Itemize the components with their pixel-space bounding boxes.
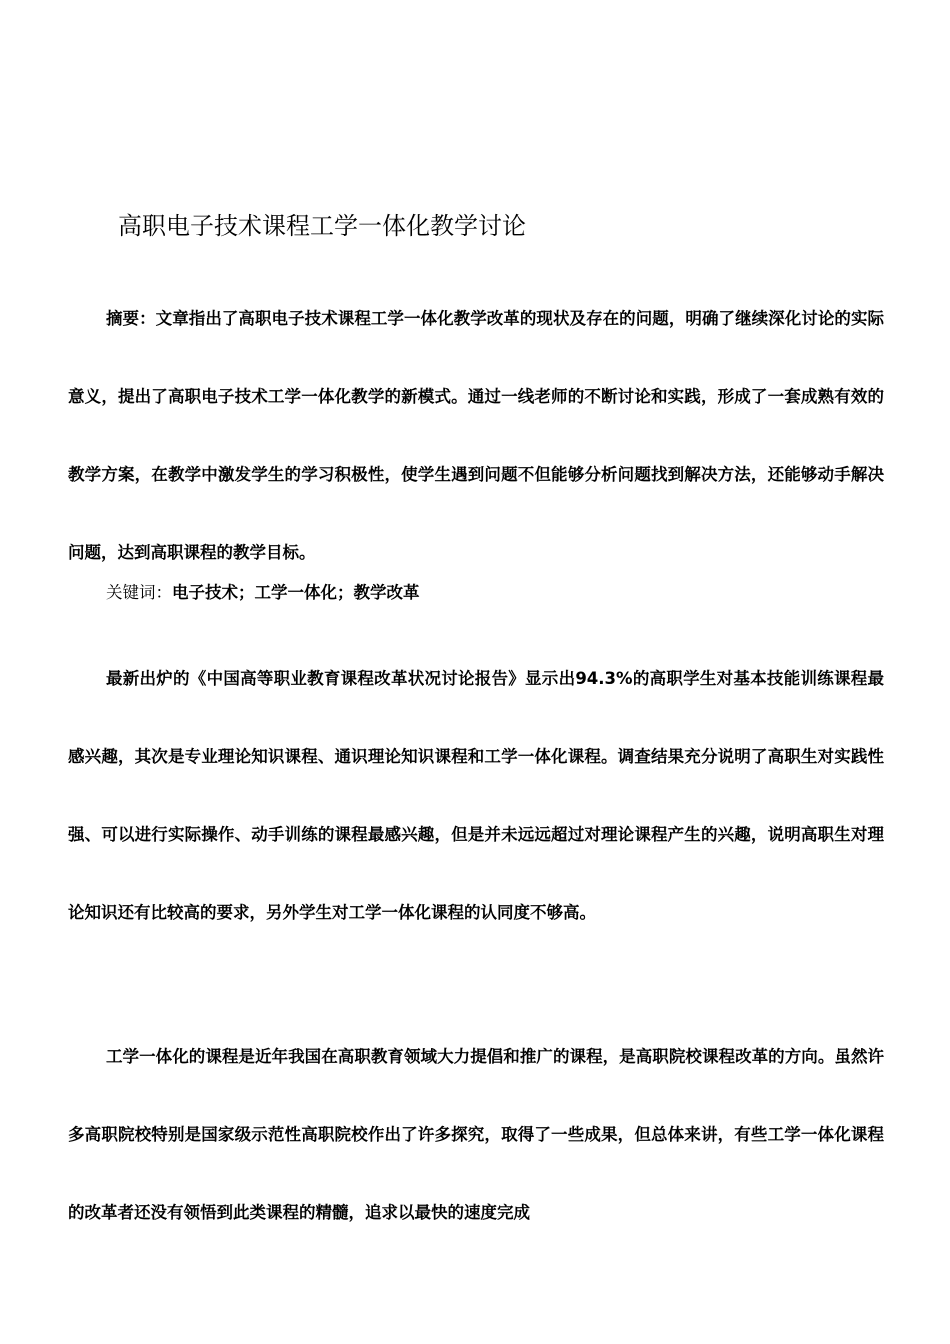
keywords-paragraph [68,578,884,608]
keywords-text: 电子技术；工学一体化；教学改革 [172,583,420,602]
abstract-paragraph: 摘要：文章指出了高职电子技术课程工学一体化教学改革的现状及存在的问题，明确了继续深化讨论的实际意义，提出了高职电子技术工学一体化教学的新模式。通过一线老师的不断讨论和实践，形成了一套成熟有效的教学方案，在教学中激发学生的学习积极性，使学生遇到问题不但能够分析问题找到解决方法，还能够动手解决问题，达到高职课程的教学目标。 [68,309,884,562]
keywords-label: 关键词： [106,583,172,602]
document-title: 高职电子技术课程工学一体化教学讨论 [118,212,526,240]
body-paragraph-2: 工学一体化的课程是近年我国在高职教育领域大力提倡和推广的课程，是高职院校课程改革的方向。虽然许多高职院校特别是国家级示范性高职院校作出了许多探究，取得了一些成果，但总体来讲，有些工学一体化课程的改革者还没有领悟到此类课程的精髓，追求以最快的速度完成 [68,1047,884,1222]
body-paragraph-1: 最新出炉的《中国高等职业教育课程改革状况讨论报告》显示出94.3%的高职学生对基本技能训练课程最感兴趣，其次是专业理论知识课程、通识理论知识课程和工学一体化课程。调查结果充分说明了高职生对实践性强、可以进行实际操作、动手训练的课程最感兴趣，但是并未远远超过对理论课程产生的兴趣，说明高职生对理论知识还有比较高的要求，另外学生对工学一体化课程的认同度不够高。 [68,669,884,922]
